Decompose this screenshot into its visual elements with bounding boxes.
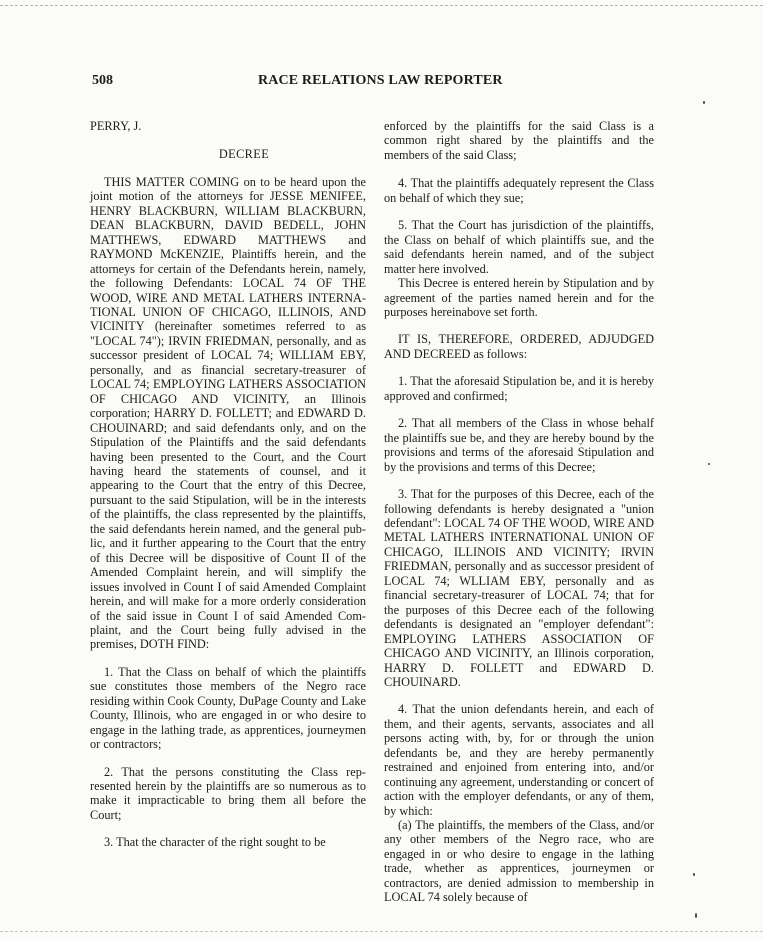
top-scan-edge [0, 5, 763, 6]
left-column [90, 119, 366, 850]
finding-3-end: enforced by the plaintiffs for the said Class is a common right shared by the plaintiffs and the members of the said Class; [384, 119, 654, 162]
intro-paragraph: THIS MATTER COMING on to be heard upon the joint motion of the attorneys for JESSE MENIFEE, HENRY BLACKBURN, WILLIAM BLACKBURN, DEAN BLACKBURN, DAVID BEDELL, JOHN MATTHEWS, EDWARD MATTHEWS and RAYMOND McKENZIE, Plaintiffs herein, and the attorneys for certain of the Defendants herein, namely, the following Defendants: LOCAL 74 OF THE WOOD, WIRE AND METAL LATHERS INTERNATIONAL UNION OF CHICAGO, ILLINOIS, AND VICINITY (hereinafter sometimes referred to as "LOCAL 74"); IRVIN FRIEDMAN, personally, and as successor president of LOCAL 74; WILLIAM EBY, personally, and as financial secretary-treasurer of LOCAL 74; EMPLOYING LATHERS ASSOCIATION OF CHICAGO AND VICINITY, an Illinois corporation; HARRY D. FOLLETT; and EDWARD D. CHOUINARD; and said defendants only, and on the Stipulation of the Plaintiffs and the said defendants having been presented to the Court, and the Court having heard the statements of counsel, and it appearing to the Court that the entry of this Decree, pursuant to the said Stipulation, will be in the interests of the plaintiffs, the class represented by the plaintiffs, the said defendants herein named, and the general public, and it further appearing to the Court that the entry of this Decree will be dispositive of Count II of the Amended Complaint herein, and will simplify the issues involved in Count I of said Amended Complaint herein, and will make for a more orderly consideration of the said issue in Count I of said Amended Complaint, and the Court being fully advised in the premises, DOTH FIND: [90, 174, 366, 652]
bottom-scan-edge [0, 931, 763, 932]
scan-speck [708, 463, 710, 465]
decree-4: 4. That the union defendants herein, and each of them, and their agents, servants, associates and all persons acting with, by, for or through the union defendants be, and they are hereby permanently restrained and enjoined from entering into, and/or continuing any agreement, understanding or concert of action with the employer defendants, or any of them, by which: [384, 702, 654, 818]
ordered-paragraph: IT IS, THEREFORE, ORDERED, ADJUDGED AND DECREED as follows: [384, 332, 654, 361]
decree-2: 2. That all members of the Class in whose behalf the plaintiffs sue be, and they are hereby bound by the provisions and terms of the aforesaid Stipulation and by the provisions and terms of this Decree; [384, 416, 654, 474]
judge-name: PERRY, J. [90, 119, 142, 133]
finding-3-start: 3. That the character of the right sought to be [104, 835, 326, 850]
decree-3: 3. That for the purposes of this Decree, each of the following defendants is hereby designated a "union defendant": LOCAL 74 OF THE WOOD, WIRE AND METAL LATHERS INTERNATIONAL UNION OF CHICAGO, ILLINOIS AND VICINITY; IRVIN FRIEDMAN, personally and as successor president of LOCAL 74; WLLIAM EBY, personally and as financial secretary-treasurer of LOCAL 74; that for the purposes of this Decree each of the following defendants is designated an "employer defendant": EMPLOYING LATHERS ASSOCIATION OF CHICAGO AND VICINITY, an Illinois corporation, HARRY D. FOLLETT and EDWARD D. CHOUINARD. [384, 487, 654, 689]
scan-speck [703, 101, 705, 104]
finding-2: 2. That the persons constituting the Class represented herein by the plaintiffs are so numerous as to make it impracticable to bring them all before the Court; [90, 764, 366, 822]
scan-speck [693, 873, 695, 876]
page-header [0, 73, 763, 91]
stipulation-paragraph: This Decree is entered herein by Stipulation and by agreement of the parties named herein and for the purposes hereinabove set forth. [384, 276, 654, 319]
right-column [384, 119, 654, 905]
finding-5: 5. That the Court has jurisdiction of the plaintiffs, the Class on behalf of which plaintiffs sue, and the said defendants herein named, and of the subject matter here involved. [384, 218, 654, 276]
decree-title: DECREE [218, 147, 270, 162]
decree-1: 1. That the aforesaid Stipulation be, and it is hereby approved and confirmed; [384, 374, 654, 403]
running-head: RACE RELATIONS LAW REPORTER [258, 73, 503, 88]
decree-4a: (a) The plaintiffs, the members of the Class, and/or any other members of the Negro race, who are engaged in or who desire to engage in the lathing trade, whether as apprentices, journeymen or contractors, are denied admission to membership in LOCAL 74 solely because of [384, 818, 654, 905]
finding-4: 4. That the plaintiffs adequately represent the Class on behalf of which they sue; [384, 176, 654, 205]
scan-speck [695, 913, 697, 918]
finding-1: 1. That the Class on behalf of which the plaintiffs sue constitutes those members of the Negro race residing within Cook County, DuPage County and Lake County, Illinois, who are engaged in or who desire to engage in the lathing trade, as apprentices, journeymen or contractors; [90, 664, 366, 752]
page-number: 508 [92, 73, 113, 88]
